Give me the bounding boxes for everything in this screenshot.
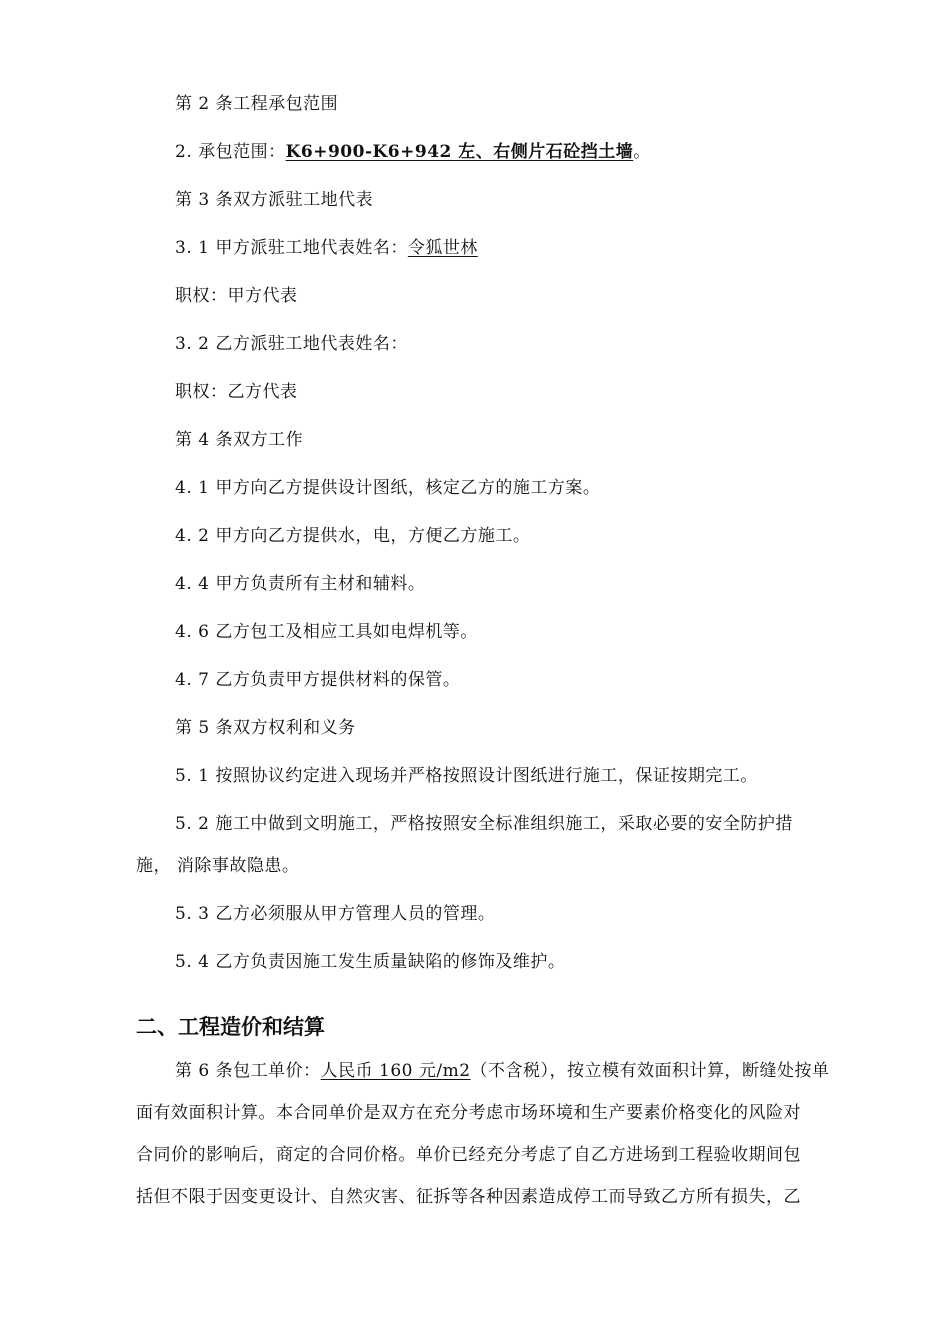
clause-5-title-text: 第 5 条双方权利和义务 (175, 718, 356, 738)
party-a-authority-text: 职权：甲方代表 (175, 286, 298, 306)
party-b-rep-label: 3. 2 乙方派驻工地代表姓名： (175, 334, 408, 354)
clause-4-1 (175, 477, 600, 499)
clause-4-2 (175, 525, 530, 547)
clause-4-title (175, 429, 303, 451)
party-b-rep (175, 333, 408, 355)
clause-4-title-text: 第 4 条双方工作 (175, 430, 304, 450)
party-a-rep (175, 237, 478, 259)
clause-4-7 (175, 669, 460, 691)
clause-4-4-text: 4. 4 甲方负责所有主材和辅料。 (175, 574, 426, 594)
clause-5-2-line1 (175, 813, 793, 835)
clause-5-2-text-a: 5. 2 施工中做到文明施工，严格按照安全标准组织施工，采取必要的安全防护措 (175, 814, 793, 834)
clause-5-3 (175, 903, 495, 925)
clause-6-rest: （不含税），按立模有效面积计算，断缝处按单 (470, 1061, 830, 1081)
clause-5-2-text-b: 施， 消除事故隐患。 (136, 856, 300, 876)
scope-value: K6+900-K6+942 左、右侧片石砼挡土墙 (285, 142, 634, 162)
clause-6-line3 (136, 1144, 801, 1166)
clause-5-1 (175, 765, 758, 787)
clause-4-1-text: 4. 1 甲方向乙方提供设计图纸，核定乙方的施工方案。 (175, 478, 601, 498)
clause-2-title (175, 93, 338, 115)
clause-6-line4 (136, 1186, 801, 1208)
clause-2-scope (175, 141, 651, 163)
scope-suffix: 。 (633, 142, 651, 162)
clause-4-4 (175, 573, 425, 595)
party-b-authority-text: 职权：乙方代表 (175, 382, 298, 402)
unit-price: 人民币 160 元/m2 (320, 1061, 471, 1081)
clause-6-label: 第 6 条包工单价： (175, 1061, 321, 1081)
party-a-rep-name: 令狐世林 (407, 238, 478, 258)
clause-6-text-4: 括但不限于因变更设计、自然灾害、征拆等各种因素造成停工而导致乙方所有损失，乙 (136, 1187, 801, 1207)
clause-4-6-text: 4. 6 乙方包工及相应工具如电焊机等。 (175, 622, 478, 642)
clause-3-title-text: 第 3 条双方派驻工地代表 (175, 190, 374, 210)
clause-2-title-text: 第 2 条工程承包范围 (175, 94, 339, 114)
clause-5-2-line2 (136, 855, 299, 877)
party-b-authority (175, 381, 298, 403)
party-a-rep-label: 3. 1 甲方派驻工地代表姓名： (175, 238, 408, 258)
clause-4-6 (175, 621, 478, 643)
clause-5-3-text: 5. 3 乙方必须服从甲方管理人员的管理。 (175, 904, 496, 924)
scope-label: 2. 承包范围： (175, 142, 286, 162)
clause-5-title (175, 717, 356, 739)
clause-4-7-text: 4. 7 乙方负责甲方提供材料的保管。 (175, 670, 461, 690)
clause-6-line2 (136, 1102, 801, 1124)
clause-5-4 (175, 951, 565, 973)
clause-6-text-2: 面有效面积计算。本合同单价是双方在充分考虑市场环境和生产要素价格变化的风险对 (136, 1103, 801, 1123)
clause-6-text-3: 合同价的影响后，商定的合同价格。单价已经充分考虑了自乙方进场到工程验收期间包 (136, 1145, 801, 1165)
section-2-heading: 二、工程造价和结算 (136, 1015, 325, 1039)
clause-6-line1 (175, 1060, 830, 1082)
clause-3-title (175, 189, 373, 211)
clause-5-1-text: 5. 1 按照协议约定进入现场并严格按照设计图纸进行施工，保证按期完工。 (175, 766, 758, 786)
clause-4-2-text: 4. 2 甲方向乙方提供水，电，方便乙方施工。 (175, 526, 531, 546)
clause-5-4-text: 5. 4 乙方负责因施工发生质量缺陷的修饰及维护。 (175, 952, 566, 972)
party-a-authority (175, 285, 298, 307)
